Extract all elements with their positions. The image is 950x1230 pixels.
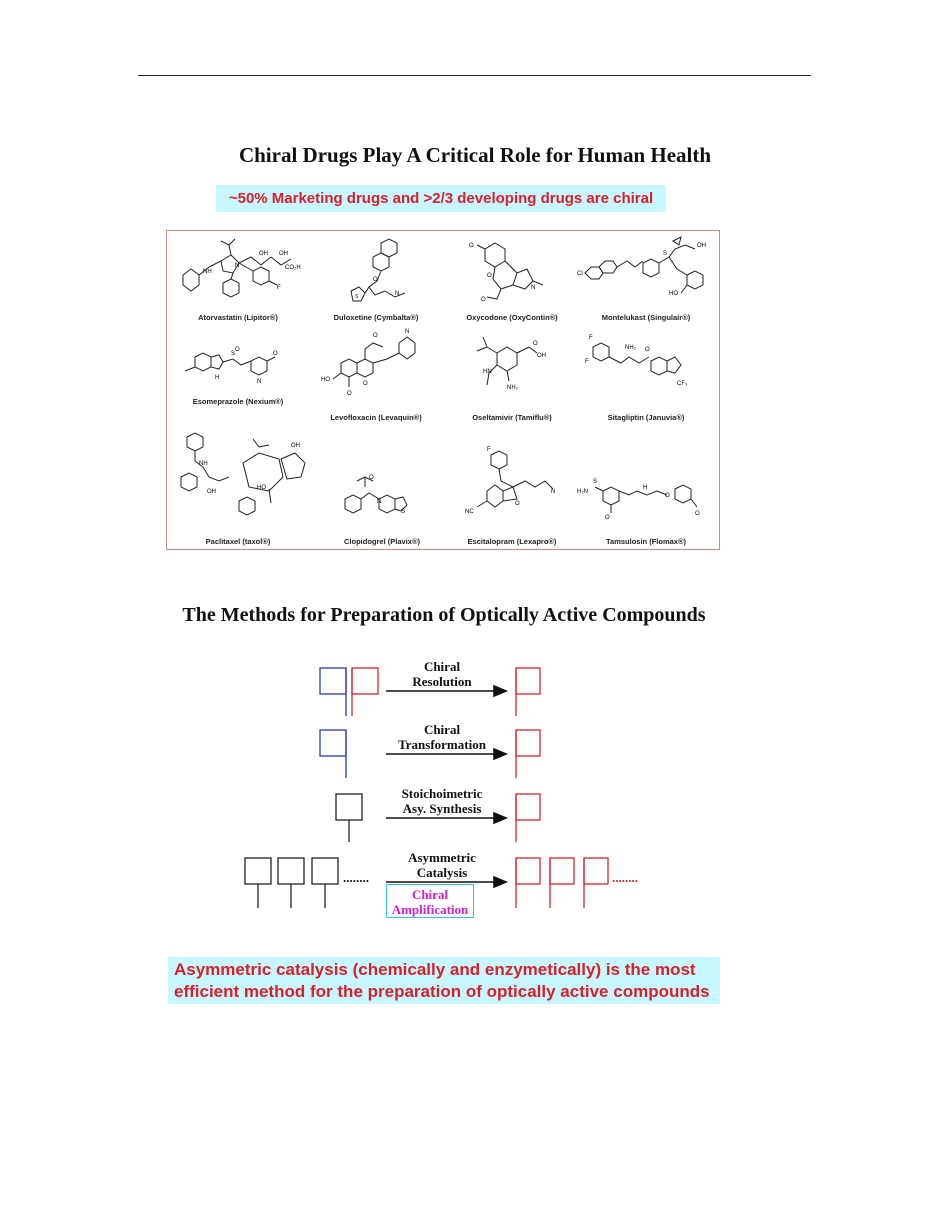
- method-label-line: Resolution: [412, 674, 472, 689]
- conclusion-line-1: Asymmetric catalysis (chemically and enzymetically) is the most: [174, 960, 696, 979]
- amplification-line: Amplification: [391, 902, 469, 917]
- svg-text:O: O: [369, 475, 374, 481]
- product-flag-2: [516, 730, 540, 778]
- svg-text:NC: NC: [465, 509, 474, 515]
- drug-label: Duloxetine (Cymbalta®): [333, 313, 419, 322]
- svg-text:O: O: [373, 333, 378, 339]
- svg-text:N: N: [551, 489, 556, 495]
- svg-text:NH₂: NH₂: [507, 385, 518, 391]
- svg-text:F: F: [487, 447, 491, 453]
- method-label-line: Asy. Synthesis: [402, 801, 482, 816]
- method-resolution-label: [386, 659, 498, 689]
- method-stoichiometric-label: [386, 786, 498, 816]
- product-flag-3: [516, 794, 540, 842]
- svg-text:S: S: [593, 479, 598, 485]
- drug-label: Montelukast (Singulair®): [601, 313, 691, 322]
- svg-text:HO: HO: [321, 377, 330, 383]
- svg-text:N: N: [257, 379, 262, 385]
- svg-text:OH: OH: [291, 443, 300, 449]
- svg-text:CF₃: CF₃: [677, 381, 688, 387]
- svg-text:N: N: [235, 263, 240, 269]
- svg-text:HO: HO: [257, 485, 266, 491]
- svg-text:N: N: [377, 499, 382, 505]
- svg-text:O: O: [273, 351, 278, 357]
- svg-text:O: O: [373, 277, 378, 283]
- svg-text:S: S: [663, 251, 668, 257]
- chiral-amplification-box: [386, 884, 474, 918]
- svg-text:O: O: [665, 493, 670, 499]
- svg-text:NH: NH: [199, 461, 208, 467]
- svg-text:F: F: [589, 335, 593, 341]
- svg-text:NH₂: NH₂: [625, 345, 636, 351]
- svg-text:F: F: [585, 359, 589, 365]
- methods-title: The Methods for Preparation of Optically Active Compounds: [182, 604, 706, 626]
- racemic-blue-flag: [320, 668, 346, 716]
- drug-label: Esomeprazole (Nexium®): [192, 397, 284, 406]
- chiral-stat-banner: ~50% Marketing drugs and >2/3 developing drugs are chiral: [216, 185, 666, 212]
- drug-label: Escitalopram (Lexapro®): [467, 537, 557, 546]
- svg-text:O: O: [363, 381, 368, 387]
- svg-text:Cl: Cl: [577, 271, 583, 277]
- svg-text:N: N: [405, 329, 410, 335]
- svg-text:NH: NH: [203, 269, 212, 275]
- svg-text:CO₂H: CO₂H: [285, 265, 301, 271]
- svg-text:O: O: [235, 347, 240, 353]
- method-label-line: Chiral: [423, 722, 461, 737]
- svg-text:O: O: [481, 297, 486, 303]
- svg-text:OH: OH: [537, 353, 546, 359]
- svg-text:S: S: [401, 509, 406, 515]
- product-flag-1: [516, 668, 540, 716]
- svg-text:O: O: [515, 501, 520, 507]
- drug-label: Oseltamivir (Tamiflu®): [472, 413, 552, 422]
- amplification-line: Chiral: [411, 887, 449, 902]
- drug-label: Levofloxacin (Levaquin®): [330, 413, 422, 422]
- svg-text:N: N: [531, 285, 536, 291]
- method-catalysis-label: [386, 850, 498, 880]
- svg-text:O: O: [695, 511, 700, 517]
- svg-text:OH: OH: [697, 243, 706, 249]
- product-flags-4: [516, 858, 608, 908]
- drug-label: Atorvastatin (Lipitor®): [198, 313, 278, 322]
- method-label-line: Transformation: [398, 737, 486, 752]
- svg-text:HN: HN: [483, 369, 492, 375]
- svg-text:OH: OH: [279, 251, 288, 257]
- method-transformation-label: [386, 722, 498, 752]
- method-label-line: Asymmetric: [408, 850, 476, 865]
- page-title: Chiral Drugs Play A Critical Role for Human Health: [238, 143, 712, 167]
- dots-right: ........: [612, 870, 638, 885]
- conclusion-banner: [168, 957, 720, 1004]
- svg-text:H₂N: H₂N: [577, 489, 588, 495]
- drug-label: Paclitaxel (taxol®): [205, 537, 271, 546]
- drug-label: Oxycodone (OxyContin®): [466, 313, 558, 322]
- svg-text:O: O: [347, 391, 352, 397]
- svg-text:H: H: [215, 375, 220, 381]
- method-label-line: Catalysis: [416, 865, 468, 880]
- svg-text:S: S: [231, 351, 236, 357]
- svg-text:O: O: [645, 347, 650, 353]
- svg-text:H: H: [643, 485, 648, 491]
- svg-text:O: O: [533, 341, 538, 347]
- blue-flag-2: [320, 730, 346, 778]
- svg-text:OH: OH: [207, 489, 216, 495]
- svg-text:OH: OH: [259, 251, 268, 257]
- svg-text:HO: HO: [669, 291, 678, 297]
- dots-left: ........: [343, 870, 369, 885]
- drug-label: Tamsulosin (Flomax®): [606, 537, 686, 546]
- racemic-red-flag: [352, 668, 378, 716]
- svg-text:F: F: [277, 285, 281, 291]
- svg-text:O: O: [605, 515, 610, 521]
- svg-text:N: N: [395, 291, 400, 297]
- svg-text:O: O: [487, 273, 492, 279]
- method-label-line: Chiral: [423, 659, 461, 674]
- conclusion-line-2: efficient method for the preparation of optically active compounds: [174, 982, 710, 1001]
- svg-text:O: O: [469, 243, 474, 249]
- method-label-line: Stoichoimetric: [401, 786, 483, 801]
- drug-label: Sitagliptin (Januvia®): [607, 413, 685, 422]
- achiral-flags-4: [245, 858, 338, 908]
- svg-text:S: S: [355, 294, 359, 300]
- drug-label: Clopidogrel (Plavix®): [344, 537, 420, 546]
- achiral-flag-3: [336, 794, 362, 842]
